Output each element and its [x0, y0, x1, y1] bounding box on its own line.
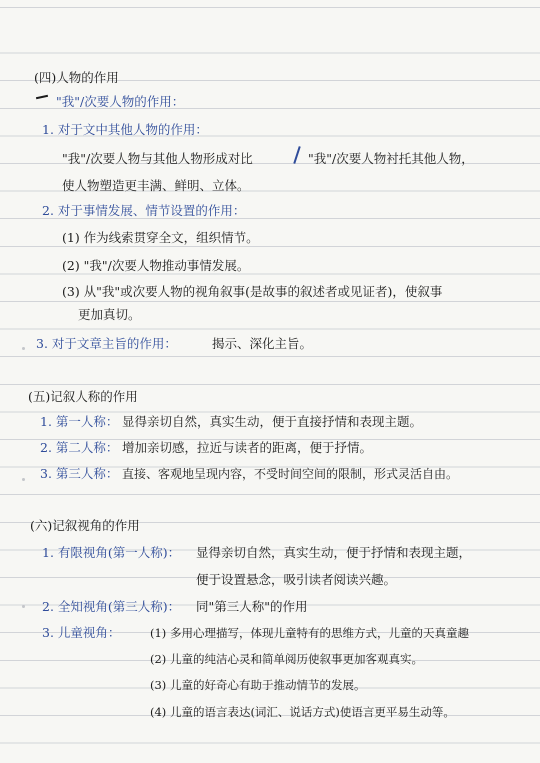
s6-item3-label: 3. 儿童视角：: [42, 625, 121, 640]
section4-heading: (四)人物的作用: [34, 70, 119, 85]
s5-item2-label: 2. 第二人称：: [40, 440, 119, 455]
s4-point2-item3b: 更加真切。: [78, 307, 141, 322]
s4-point2-item2: (2) "我"/次要人物推动事情发展。: [62, 258, 250, 273]
s6-item3-line4: (4) 儿童的语言表达(词汇、说话方式)使语言更平易生动等。: [150, 705, 455, 719]
s4-point1-text-a: "我"/次要人物与其他人物形成对比: [62, 151, 253, 166]
s6-item1-label: 1. 有限视角(第一人称)：: [42, 545, 181, 560]
s4-point1-text-c: 使人物塑造更丰满、鲜明、立体。: [62, 178, 250, 193]
s4-point1-label: 1. 对于文中其他人物的作用：: [42, 122, 208, 137]
s6-item1-text-b: 便于设置悬念，吸引读者阅读兴趣。: [196, 572, 397, 587]
s4-point3-label: 3. 对于文章主旨的作用：: [36, 336, 177, 351]
margin-dot: [22, 605, 25, 608]
s4-point2-item3a: (3) 从"我"或次要人物的视角叙事(是故事的叙述者或见证者)，使叙事: [62, 284, 443, 299]
s4-point2-item1: (1) 作为线索贯穿全文，组织情节。: [62, 230, 259, 245]
s4-point2-label: 2. 对于事情发展、情节设置的作用：: [42, 203, 246, 218]
slash-divider: [293, 146, 300, 164]
section4-subheading: "我"/次要人物的作用：: [56, 94, 185, 109]
s5-item3-label: 3. 第三人称：: [40, 466, 119, 481]
s5-item1-text: 显得亲切自然，真实生动，便于直接抒情和表现主题。: [122, 414, 423, 429]
s6-item3-line1: (1) 多用心理描写，体现儿童特有的思维方式，儿童的天真童趣: [150, 626, 469, 640]
margin-dot: [22, 347, 25, 350]
s4-point1-text-b: "我"/次要人物衬托其他人物，: [308, 151, 474, 166]
s6-item3-line2: (2) 儿童的纯洁心灵和简单阅历使叙事更加客观真实。: [150, 652, 423, 666]
margin-dot: [22, 478, 25, 481]
s4-point3-text: 揭示、深化主旨。: [212, 336, 313, 351]
s6-item1-text-a: 显得亲切自然，真实生动，便于抒情和表现主题，: [196, 545, 472, 560]
section5-heading: (五)记叙人称的作用: [28, 389, 138, 404]
s6-item3-line3: (3) 儿童的好奇心有助于推动情节的发展。: [150, 678, 366, 692]
s5-item2-text: 增加亲切感，拉近与读者的距离，便于抒情。: [122, 440, 373, 455]
s6-item2-label: 2. 全知视角(第三人称)：: [42, 599, 181, 614]
s5-item1-label: 1. 第一人称：: [40, 414, 119, 429]
s6-item2-text: 同"第三人称"的作用: [196, 599, 308, 614]
check-mark-icon: [36, 95, 48, 99]
s5-item3-text: 直接、客观地呈现内容，不受时间空间的限制，形式灵活自由。: [122, 467, 459, 481]
section6-heading: (六)记叙视角的作用: [30, 518, 140, 533]
